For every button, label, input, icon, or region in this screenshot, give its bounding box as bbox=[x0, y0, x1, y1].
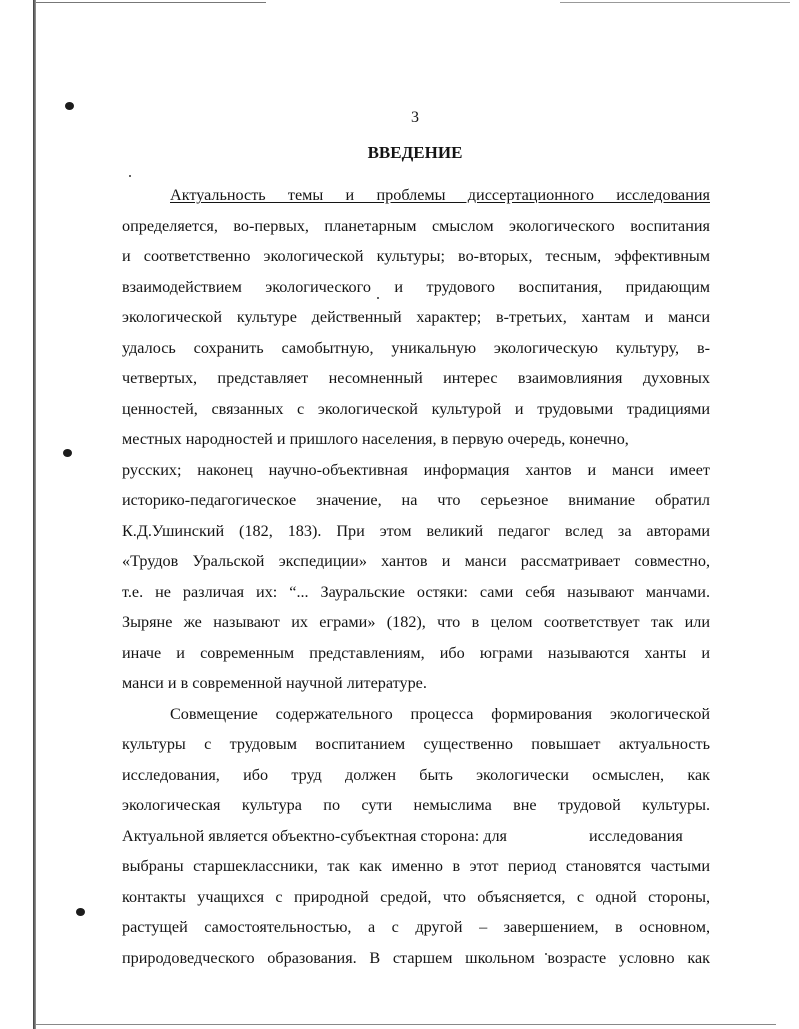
scan-top-edge-right bbox=[560, 2, 790, 3]
text-line: т.е. не различая их: “... Зауральские остяки: сами себя называют манчами. bbox=[122, 582, 710, 601]
text-line: выбраны старшеклассники, так как именно в этот период становятся частыми bbox=[122, 857, 710, 875]
text-line: местных народностей и пришлого населения, в первую очередь, конечно, bbox=[122, 430, 629, 448]
text-line-split bbox=[122, 821, 710, 852]
text-line: К.Д.Ушинский (182, 183). При этом великий педагог вслед за авторами bbox=[122, 521, 710, 540]
scan-bottom-edge bbox=[36, 1024, 776, 1025]
text-line: экологическая культура по сути немыслима вне трудовой культуры. bbox=[122, 796, 710, 814]
text-line: взаимодействием экологического и трудового воспитания, придающим bbox=[122, 277, 710, 296]
text-line: ценностей, связанных с экологической культурой и трудовыми традициями bbox=[122, 399, 710, 418]
text-line: экологической культуре действенный характер; в-третьих, хантам и манси bbox=[122, 308, 710, 326]
text-line: природоведческого образования. В старшем школьном возрасте условно как bbox=[122, 948, 710, 967]
binding-hole bbox=[76, 908, 85, 916]
text-line: четвертых, представляет несомненный интерес взаимовлияния духовных bbox=[122, 369, 710, 387]
binding-hole bbox=[63, 449, 72, 457]
text-line: русских; наконец научно-объективная информация хантов и манси имеет bbox=[122, 460, 710, 479]
scan-top-edge bbox=[36, 2, 266, 3]
text-line: иначе и современным представлениям, ибо юграми называются ханты и bbox=[122, 643, 710, 662]
text-line: Актуальность темы и проблемы диссертационного исследования bbox=[170, 186, 710, 204]
text-line: удалось сохранить самобытную, уникальную экологическую культуру, в- bbox=[122, 338, 710, 357]
text-line: контакты учащихся с природной средой, что объясняется, с одной стороны, bbox=[122, 887, 710, 906]
text-line: Зыряне же называют их еграми» (182), что в целом соответствует так или bbox=[122, 613, 710, 631]
section-heading: ВВЕДЕНИЕ bbox=[367, 143, 463, 162]
body-text bbox=[122, 180, 710, 973]
text-line: и соответственно экологической культуры; во-вторых, тесным, эффективным bbox=[122, 247, 710, 265]
text-line: манси и в современной научной литературе. bbox=[122, 674, 427, 692]
text-fragment: исследования bbox=[589, 826, 683, 845]
text-line: «Трудов Уральской экспедиции» хантов и манси рассматривает совместно, bbox=[122, 552, 710, 570]
text-line: культуры с трудовым воспитанием существенно повышает актуальность bbox=[122, 735, 710, 753]
text-line: Совмещение содержательного процесса формирования экологической bbox=[170, 704, 710, 723]
page-number: 3 bbox=[411, 109, 419, 126]
text-line: историко-педагогическое значение, на что серьезное внимание обратил bbox=[122, 491, 710, 509]
text-fragment: Актуальной является объектно-субъектная сторона: для bbox=[122, 826, 508, 845]
text-line: растущей самостоятельностью, а с другой – завершением, в основном, bbox=[122, 918, 710, 936]
text-line: определяется, во-первых, планетарным смыслом экологического воспитания bbox=[122, 216, 710, 235]
scan-speck bbox=[129, 175, 131, 177]
scan-left-edge bbox=[33, 0, 36, 1029]
binding-hole bbox=[65, 102, 74, 110]
text-line: исследования, ибо труд должен быть экологически осмыслен, как bbox=[122, 765, 710, 784]
